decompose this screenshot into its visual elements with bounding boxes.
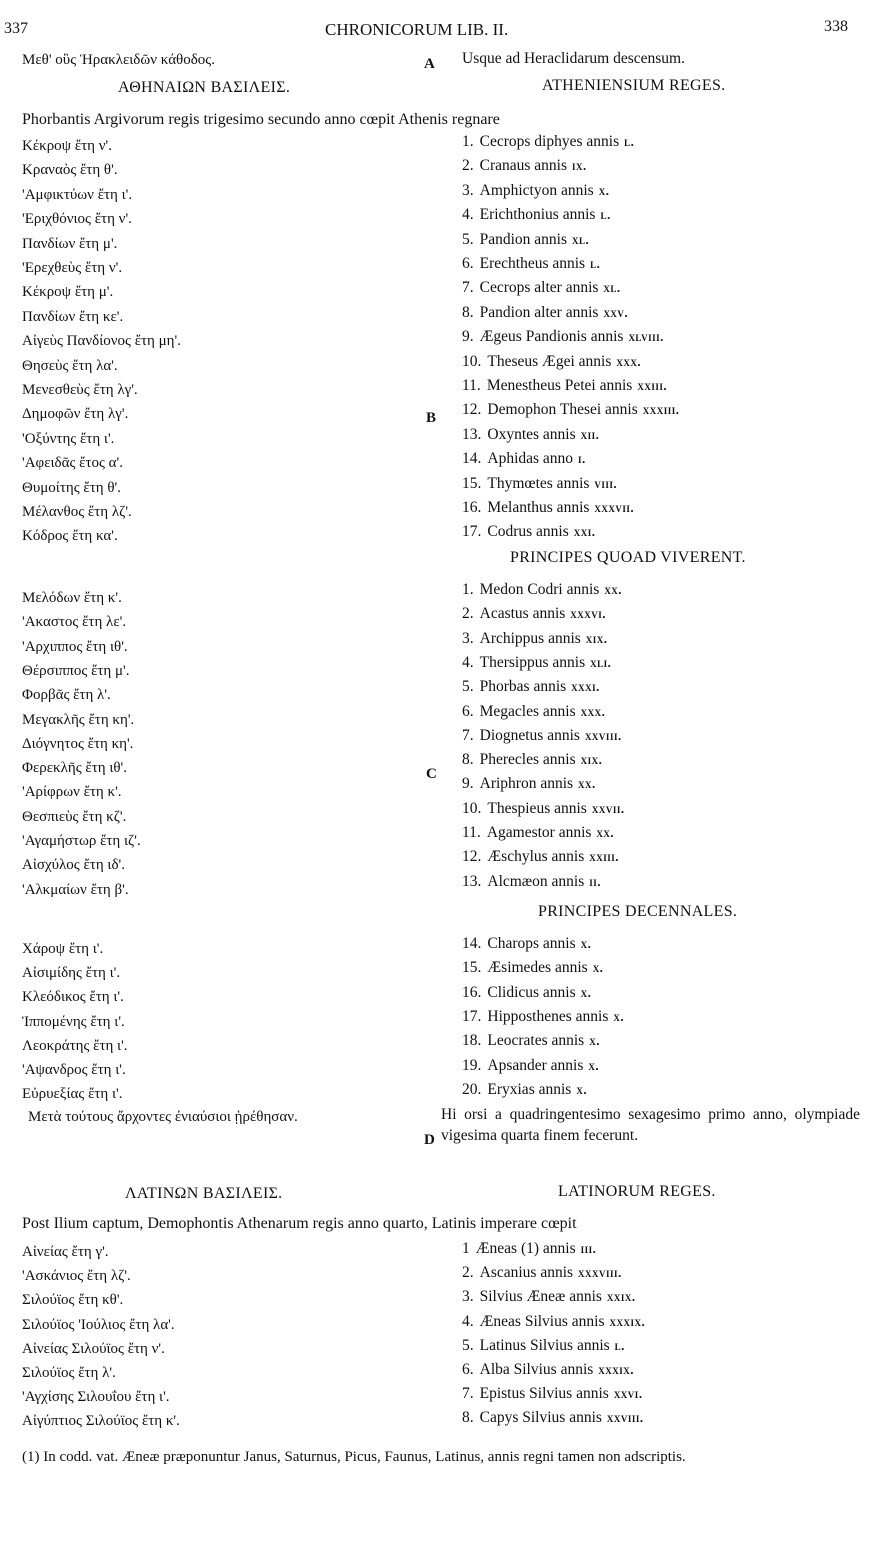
latin-heraclidae-line: Usque ad Heraclidarum descensum. — [462, 50, 685, 67]
ruler-name: Phorbas annis — [479, 678, 567, 696]
ruler-number: 6. — [462, 702, 474, 720]
ruler-years: x. — [598, 182, 610, 198]
ruler-name: Archippus annis — [479, 629, 581, 647]
greek-ruler-line: Δημοφῶν ἔτη λγ'. — [22, 406, 129, 423]
ruler-name: Æneas (1) annis — [475, 1240, 576, 1257]
ruler-name: Eryxias annis — [487, 1080, 572, 1098]
ruler-years: x. — [589, 1033, 600, 1049]
ruler-number: 12. — [462, 848, 482, 866]
ruler-number: 9. — [462, 328, 474, 346]
ruler-years: l. — [590, 256, 601, 271]
ruler-years: x. — [580, 984, 592, 1000]
greek-ruler-line: Διόγνητος ἔτη κη'. — [22, 735, 134, 752]
greek-ruler-line: Αἰνείας ἔτη γ'. — [22, 1244, 109, 1260]
latin-ruler-line — [462, 1288, 636, 1306]
ruler-years: xxix. — [606, 1289, 636, 1305]
ruler-number: 3. — [462, 181, 474, 199]
latin-ruler-line — [462, 231, 589, 249]
ruler-years: xx. — [578, 776, 596, 792]
ruler-name: Thymœtes annis — [487, 474, 590, 492]
ruler-number: 17. — [462, 1007, 482, 1025]
ruler-number: 8. — [462, 751, 474, 769]
footnote: (1) In codd. vat. Æneæ præponuntur Janus, Saturnus, Picus, Faunus, Latinus, annis regni tamen non adscriptis. — [22, 1449, 686, 1465]
ruler-years: xxxviii. — [578, 1265, 622, 1281]
greek-ruler-line: 'Εριχθόνιος ἔτη ν'. — [22, 211, 132, 228]
latin-ruler-line — [462, 848, 619, 866]
greek-ruler-line: Πανδίων ἔτη κε'. — [22, 308, 124, 325]
ruler-name: Erichthonius annis — [479, 206, 596, 224]
ruler-years: l. — [624, 134, 635, 149]
ruler-number: 4. — [462, 1312, 474, 1330]
ruler-name: Erechtheus annis — [479, 255, 586, 272]
greek-ruler-line: Αἰγύπτιος Σιλούϊος ἔτη κ'. — [22, 1413, 180, 1430]
greek-ruler-line: 'Αλκμαίων ἔτη β'. — [22, 881, 129, 898]
latin-ruler-line — [462, 426, 599, 444]
latin-ruler-line — [462, 935, 591, 953]
greek-ruler-line: Θησεὺς ἔτη λα'. — [22, 357, 118, 374]
running-title: CHRONICORUM LIB. II. — [325, 20, 509, 39]
ruler-name: Cecrops alter annis — [479, 279, 599, 297]
ruler-name: Thersippus annis — [479, 653, 586, 671]
ruler-years: x. — [592, 960, 604, 976]
ruler-years: xxxvi. — [570, 606, 607, 622]
ruler-number: 11. — [462, 377, 481, 394]
ruler-years: l. — [614, 1337, 625, 1353]
ruler-number: 13. — [462, 425, 482, 443]
ruler-years: l. — [600, 207, 611, 223]
greek-ruler-line: Πανδίων ἔτη μ'. — [22, 235, 118, 252]
latin-ruler-line — [462, 133, 634, 151]
ruler-name: Leocrates annis — [487, 1032, 585, 1050]
ruler-years: xii. — [580, 426, 600, 442]
ruler-number: 1 — [462, 1240, 470, 1257]
latin-ruler-line — [462, 630, 608, 648]
greek-ruler-line: 'Οξύντης ἔτη ι'. — [22, 430, 115, 447]
ruler-years: xxvi. — [613, 1386, 643, 1402]
greek-heraclidae-line: Μεθ' οὓς Ἡρακλειδῶν κάθοδος. — [22, 52, 215, 68]
ruler-number: 3. — [462, 629, 474, 647]
ruler-name: Apsander annis — [487, 1056, 584, 1074]
latin-ruler-line — [462, 775, 596, 793]
ruler-number: 12. — [462, 401, 482, 419]
ruler-number: 2. — [462, 1264, 474, 1282]
latin-ruler-line — [462, 353, 641, 371]
latin-ruler-line — [462, 984, 591, 1002]
latin-ruler-line — [462, 279, 621, 297]
ruler-number: 16. — [462, 499, 482, 516]
margin-letter-d: D — [424, 1132, 435, 1148]
ruler-years: iii. — [580, 1241, 597, 1256]
decennial-greek-end: Μετὰ τούτους ἄρχοντες ἐνιαύσιοι ᾑρέθησαν. — [28, 1109, 298, 1125]
ruler-number: 16. — [462, 983, 482, 1001]
ruler-number: 14. — [462, 935, 482, 952]
ruler-number: 11. — [462, 824, 481, 841]
athens-latin-title: ATHENIENSIUM REGES. — [542, 77, 726, 94]
latins-latin-title: LATINORUM REGES. — [558, 1183, 716, 1200]
greek-ruler-line: 'Αγχίσης Σιλουΐου ἔτη ι'. — [22, 1389, 170, 1406]
latin-ruler-line — [462, 605, 606, 623]
ruler-number: 6. — [462, 255, 474, 272]
ruler-name: Pandion alter annis — [479, 303, 599, 321]
ruler-name: Pherecles annis — [479, 751, 576, 769]
greek-ruler-line: 'Αρχιππος ἔτη ιθ'. — [22, 638, 128, 655]
ruler-number: 8. — [462, 303, 474, 321]
latin-ruler-line — [462, 182, 609, 200]
ruler-number: 3. — [462, 1288, 474, 1306]
greek-ruler-line: Λεοκράτης ἔτη ι'. — [22, 1037, 128, 1054]
ruler-number: 7. — [462, 1385, 474, 1403]
ruler-years: xxxi. — [571, 679, 600, 695]
ruler-name: Menestheus Petei annis — [486, 377, 633, 394]
life-princes-title: PRINCIPES QUOAD VIVERENT. — [510, 549, 746, 566]
latin-ruler-line — [462, 206, 611, 224]
greek-ruler-line: Κλεόδικος ἔτη ι'. — [22, 989, 124, 1006]
ruler-number: 9. — [462, 775, 474, 793]
ruler-number: 2. — [462, 605, 474, 623]
greek-ruler-line: Φορβᾶς ἔτη λ'. — [22, 687, 111, 704]
ruler-name: Ægeus Pandionis annis — [479, 328, 624, 346]
latin-ruler-line — [462, 654, 611, 672]
ruler-years: x. — [576, 1081, 588, 1097]
greek-ruler-line: Σιλούϊος ἔτη λ'. — [22, 1365, 116, 1381]
ruler-name: Codrus annis — [487, 523, 569, 541]
ruler-name: Megacles annis — [479, 702, 576, 720]
ruler-name: Æschylus annis — [487, 848, 585, 866]
ruler-name: Aphidas anno — [487, 450, 574, 468]
ruler-name: Capys Silvius annis — [479, 1409, 602, 1427]
ruler-years: xxx. — [580, 703, 606, 719]
ruler-number: 5. — [462, 1336, 474, 1354]
margin-letter-c: C — [426, 766, 437, 782]
latin-ruler-line — [462, 1337, 625, 1355]
page-number-right: 338 — [824, 18, 848, 35]
ruler-name: Silvius Æneæ annis — [479, 1288, 602, 1306]
ruler-number: 17. — [462, 523, 482, 541]
ruler-years: xxviii. — [606, 1410, 644, 1426]
greek-ruler-line: Μεγακλῆς ἔτη κη'. — [22, 711, 135, 728]
ruler-name: Latinus Silvius annis — [479, 1336, 610, 1354]
ruler-number: 4. — [462, 653, 474, 671]
ruler-name: Melanthus annis — [487, 499, 590, 516]
ruler-name: Cecrops diphyes annis — [479, 133, 620, 150]
ruler-years: ii. — [589, 873, 602, 889]
ruler-years: xx. — [596, 825, 615, 840]
latin-ruler-line — [462, 401, 680, 419]
latins-greek-title: ΛΑΤΙΝΩΝ ΒΑΣΙΛΕΙΣ. — [125, 1185, 283, 1202]
ruler-name: Epistus Silvius annis — [479, 1385, 609, 1403]
ruler-name: Charops annis — [487, 935, 576, 952]
latin-ruler-line — [462, 800, 625, 818]
latin-ruler-line — [462, 727, 622, 745]
ruler-years: xix. — [580, 752, 603, 768]
ruler-years: xxxiii. — [642, 402, 680, 418]
greek-ruler-line: 'Ερεχθεὺς ἔτη ν'. — [22, 260, 123, 276]
ruler-number: 5. — [462, 230, 474, 248]
ruler-number: 18. — [462, 1032, 482, 1050]
greek-ruler-line: Κέκροψ ἔτη ν'. — [22, 138, 112, 154]
latin-ruler-line — [462, 1264, 622, 1282]
latin-ruler-line — [462, 581, 622, 599]
latin-ruler-line — [462, 1385, 643, 1403]
ruler-name: Clidicus annis — [487, 983, 576, 1001]
ruler-years: xlviii. — [628, 329, 664, 345]
ruler-name: Oxyntes annis — [487, 425, 576, 443]
ruler-name: Alba Silvius annis — [479, 1361, 594, 1378]
ruler-number: 15. — [462, 474, 482, 492]
ruler-number: 2. — [462, 157, 474, 175]
ruler-years: xxv. — [603, 304, 629, 320]
greek-ruler-line: Θεσπιεὺς ἔτη κζ'. — [22, 808, 127, 825]
athens-intro: Phorbantis Argivorum regis trigesimo secundo anno cœpit Athenis regnare — [22, 111, 500, 128]
ruler-name: Thespieus annis — [487, 799, 587, 817]
latin-ruler-line — [462, 678, 600, 696]
greek-ruler-line: Μέλανθος ἔτη λζ'. — [22, 504, 132, 520]
latin-ruler-line — [462, 1008, 624, 1026]
latin-ruler-line — [462, 157, 587, 175]
ruler-number: 6. — [462, 1361, 474, 1378]
ruler-years: xl. — [603, 280, 621, 296]
ruler-number: 13. — [462, 872, 482, 890]
ruler-name: Theseus Ægei annis — [487, 352, 612, 370]
ruler-years: x. — [613, 1008, 625, 1024]
greek-ruler-line: 'Αρίφρων ἔτη κ'. — [22, 784, 122, 801]
ruler-years: xli. — [590, 654, 612, 670]
ruler-number: 19. — [462, 1056, 482, 1074]
latin-ruler-line — [462, 450, 586, 468]
latin-ruler-line — [462, 255, 600, 273]
latin-ruler-line — [462, 751, 602, 769]
ruler-number: 10. — [462, 352, 482, 370]
margin-letter-b: B — [426, 410, 437, 426]
latin-ruler-line — [462, 377, 667, 395]
greek-ruler-line: 'Αμφικτύων ἔτη ι'. — [22, 186, 133, 203]
margin-letter-a: A — [424, 56, 435, 72]
ruler-years: viii. — [594, 475, 618, 491]
latins-intro: Post Ilium captum, Demophontis Athenarum regis anno quarto, Latinis imperare cœpit — [22, 1215, 577, 1232]
greek-ruler-line: Αἰνείας Σιλούϊος ἔτη ν'. — [22, 1340, 165, 1357]
latin-ruler-line — [462, 873, 601, 891]
latin-ruler-line — [462, 824, 614, 842]
ruler-years: xxx. — [616, 353, 642, 369]
ruler-name: Agamestor annis — [486, 824, 592, 841]
ruler-years: i. — [578, 451, 586, 467]
greek-ruler-line: Σιλούϊος 'Ιούλιος ἔτη λα'. — [22, 1316, 175, 1333]
latin-ruler-line — [462, 959, 603, 977]
ruler-years: xxviii. — [584, 727, 622, 743]
ruler-number: 8. — [462, 1409, 474, 1427]
decennial-latin-end: Hi orsi a quadringentesimo sexagesimo primo anno, olympiade vigesima quarta finem fecerunt. — [441, 1106, 860, 1144]
ruler-number: 7. — [462, 279, 474, 297]
ruler-years: xxiii. — [637, 378, 668, 393]
ruler-name: Diognetus annis — [479, 726, 580, 744]
latin-ruler-line — [462, 1313, 645, 1331]
ruler-number: 10. — [462, 799, 482, 817]
athens-greek-title: ΑΘΗΝΑΙΩΝ ΒΑΣΙΛΕΙΣ. — [118, 79, 291, 96]
ruler-years: xxxix. — [598, 1362, 635, 1377]
greek-ruler-line: Μελόδων ἔτη κ'. — [22, 590, 122, 606]
latin-ruler-line — [462, 1057, 599, 1075]
greek-ruler-line: Φερεκλῆς ἔτη ιθ'. — [22, 760, 128, 777]
ruler-number: 4. — [462, 206, 474, 224]
ruler-years: ix. — [572, 158, 587, 174]
ruler-number: 7. — [462, 726, 474, 744]
greek-ruler-line: Εὐρυεξίας ἔτη ι'. — [22, 1086, 123, 1103]
greek-ruler-line: Θυμοίτης ἔτη θ'. — [22, 479, 121, 496]
page-number-left: 337 — [4, 20, 28, 37]
ruler-name: Cranaus annis — [479, 157, 568, 175]
greek-ruler-line: 'Αψανδρος ἔτη ι'. — [22, 1062, 126, 1078]
greek-ruler-line: Κόδρος ἔτη κα'. — [22, 528, 118, 545]
ruler-years: xxxvii. — [594, 500, 635, 515]
greek-ruler-line: 'Αγαμήστωρ ἔτη ιζ'. — [22, 833, 141, 849]
ruler-number: 15. — [462, 959, 482, 977]
ruler-name: Ascanius annis — [479, 1264, 574, 1282]
ruler-name: Pandion annis — [479, 230, 568, 248]
latin-ruler-line — [462, 523, 596, 541]
greek-ruler-line: Αἰσχύλος ἔτη ιδ'. — [22, 857, 125, 874]
ruler-years: xl. — [572, 231, 590, 247]
latin-ruler-line — [462, 499, 634, 517]
latin-ruler-line — [462, 304, 628, 322]
ruler-years: xix. — [585, 630, 608, 646]
ruler-years: xxiii. — [589, 849, 620, 865]
ruler-name: Demophon Thesei annis — [487, 401, 638, 419]
greek-ruler-line: Αἰγεὺς Πανδίονος ἔτη μη'. — [22, 333, 181, 350]
ruler-years: xxxix. — [609, 1313, 646, 1329]
greek-ruler-line: Κέκροψ ἔτη μ'. — [22, 284, 114, 301]
latin-ruler-line — [462, 1409, 644, 1427]
ruler-name: Acastus annis — [479, 605, 566, 623]
ruler-number: 1. — [462, 133, 474, 150]
ruler-years: x. — [588, 1057, 600, 1073]
decennial-title: PRINCIPES DECENNALES. — [538, 903, 738, 920]
ruler-years: xxvii. — [591, 800, 625, 816]
latin-ruler-line — [462, 703, 605, 721]
greek-ruler-line: Αἰσιμίδης ἔτη ι'. — [22, 965, 121, 982]
ruler-number: 14. — [462, 450, 482, 468]
greek-ruler-line: Ἱππομένης ἔτη ι'. — [22, 1013, 125, 1030]
ruler-years: xxi. — [573, 524, 596, 540]
greek-ruler-line: 'Αφειδᾶς ἔτος α'. — [22, 455, 123, 472]
greek-ruler-line: Κραναὸς ἔτη θ'. — [22, 162, 118, 179]
latin-ruler-line — [462, 1032, 600, 1050]
ruler-number: 5. — [462, 678, 474, 696]
latin-ruler-line — [462, 1240, 596, 1258]
ruler-name: Æsimedes annis — [487, 959, 588, 977]
greek-ruler-line: Μενεσθεὺς ἔτη λγ'. — [22, 382, 138, 398]
ruler-name: Ariphron annis — [479, 775, 574, 793]
ruler-name: Æneas Silvius annis — [479, 1312, 605, 1330]
latin-ruler-line — [462, 1361, 634, 1379]
greek-ruler-line: Χάροψ ἔτη ι'. — [22, 941, 104, 957]
ruler-name: Alcmæon annis — [487, 872, 585, 890]
greek-ruler-line: 'Ακαστος ἔτη λε'. — [22, 614, 127, 631]
latin-ruler-line — [462, 1081, 587, 1099]
greek-ruler-line: Σιλούϊος ἔτη κθ'. — [22, 1292, 124, 1309]
ruler-years: x. — [580, 936, 592, 951]
greek-ruler-line: Θέρσιππος ἔτη μ'. — [22, 662, 130, 679]
ruler-name: Medon Codri annis — [479, 581, 600, 598]
latin-ruler-line — [462, 328, 664, 346]
greek-ruler-line: 'Ασκάνιος ἔτη λζ'. — [22, 1268, 131, 1285]
ruler-years: xx. — [604, 582, 623, 597]
ruler-name: Amphictyon annis — [479, 181, 594, 199]
ruler-number: 1. — [462, 581, 474, 598]
latin-ruler-line — [462, 475, 617, 493]
ruler-number: 20. — [462, 1080, 482, 1098]
ruler-name: Hipposthenes annis — [487, 1007, 609, 1025]
